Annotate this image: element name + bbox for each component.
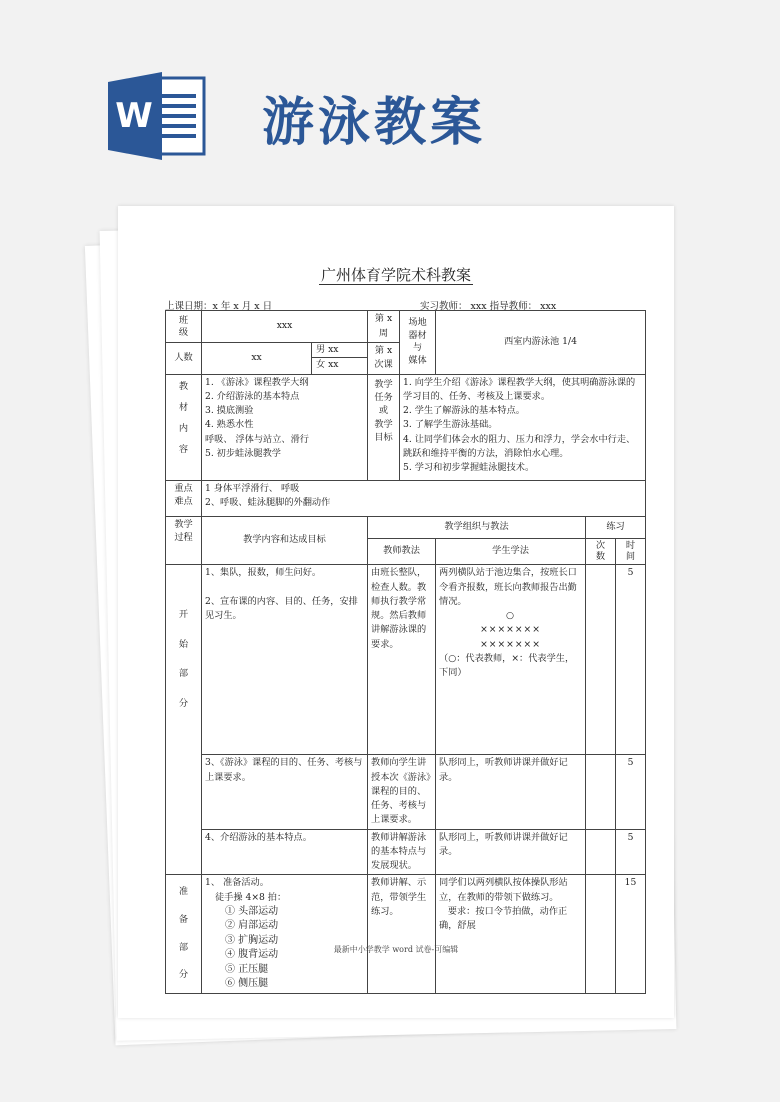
female-count: 女 xx (316, 359, 339, 371)
content-line (205, 581, 364, 595)
material-item: 2. 介绍游泳的基本特点 (205, 390, 300, 402)
date-line: 上课日期：x 年 x 月 x 日 (165, 301, 273, 312)
start-section-label (166, 565, 202, 875)
material-label (166, 374, 202, 480)
warmup-item: ① 头部运动 (225, 905, 279, 917)
goal-item: 1. 向学生介绍《游泳》课程教学大纲，使其明确游泳课的学习目的、任务、考核及上课要求。 (403, 376, 636, 402)
formation-teacher: ○ (506, 610, 516, 622)
goal-list (400, 374, 646, 480)
process-label (166, 516, 202, 565)
org-header: 教学组织与教法 (368, 516, 586, 538)
section-label-char: 备 (178, 914, 189, 926)
row-teacher: 教师向学生讲授本次《游泳》课程的目的、任务、考核与上课要求。 (368, 755, 436, 829)
section-label-char: 始 (178, 638, 189, 650)
content-header: 教学内容和达成目标 (202, 516, 368, 565)
page-title: 广州体育学院术科教案 (320, 266, 471, 284)
label-line: 目标 (374, 431, 393, 443)
student-line: 要求：按口令节拍做，动作正确，舒展 (439, 905, 568, 932)
label-line: 与 (412, 342, 423, 354)
label-line: 材 (178, 401, 189, 413)
row-time: 5 (616, 565, 646, 755)
row-times (586, 755, 616, 829)
document-page (118, 206, 674, 1018)
label-line: 教学 (374, 378, 393, 390)
label-line: 媒体 (408, 354, 427, 366)
warmup-item: ② 肩部运动 (225, 920, 279, 932)
row-content: 1、 准备活动。 徒手操 4×8 拍： ① 头部运动 ② 肩部运动 ③ 扩胸运动 ④ 腹背运动 ⑤ 正压腿 ⑥ 侧压腿 (202, 875, 368, 994)
label-line: 场地 (408, 317, 427, 329)
warmup-title: 徒手操 4×8 拍： (215, 891, 287, 903)
warmup-item: ④ 腹背运动 (225, 949, 279, 961)
goal-item: 5. 学习和初步掌握蛙泳腿技术。 (403, 462, 535, 473)
goal-label (368, 374, 400, 480)
warmup-item: ③ 扩胸运动 (225, 934, 279, 946)
material-item: 5. 初步蛙泳腿教学 (205, 447, 281, 459)
page-footer: 最新中小学教学 word 试卷-可编辑 (333, 945, 459, 954)
goal-item: 3. 了解学生游泳基础。 (403, 419, 498, 431)
key-item: 1 身体平浮滑行、 呼吸 (205, 482, 300, 494)
banner (0, 0, 780, 190)
label-line: 难点 (174, 495, 193, 507)
row-teacher: 教师讲解、示范，带领学生练习。 (368, 875, 436, 994)
label-line: 教学 (174, 518, 193, 530)
row-time: 15 (616, 875, 646, 994)
formation-row: ××××××× (480, 638, 541, 650)
row-student: 队形同上，听教师讲课并做好记录。 (436, 755, 586, 829)
section-label-char: 部 (178, 668, 189, 680)
row-times (586, 875, 616, 994)
practice-header: 练习 (586, 516, 646, 538)
key-item: 2、呼吸、蛙泳腿脚的外翻动作 (205, 496, 331, 508)
label-line: 次 (595, 539, 606, 551)
student-method-header: 学生学法 (436, 538, 586, 565)
section-label-char: 分 (178, 969, 189, 981)
material-item: 3. 摸底测验 (205, 405, 254, 416)
section-label-char: 部 (178, 941, 189, 953)
row-content: 4、介绍游泳的基本特点。 (202, 829, 368, 875)
row-student: 队形同上，听教师讲课并做好记录。 (436, 829, 586, 875)
label-line: 班 (178, 314, 189, 326)
material-item: 1. 《游泳》课程教学大纲 (205, 376, 309, 388)
venue-label (400, 311, 436, 375)
venue-value: 西室内游泳池 1/4 (436, 311, 646, 375)
section-label-char: 准 (178, 886, 189, 898)
label-line: 重点 (174, 482, 193, 494)
row-time: 5 (616, 755, 646, 829)
row-teacher: 教师讲解游泳的基本特点与发展现状。 (368, 829, 436, 875)
formation-row: ××××××× (480, 624, 541, 636)
content-line: 1、集队，报数，师生问好。 (205, 567, 322, 579)
class-value: xxx (202, 311, 368, 343)
teacher-line: 实习教师： xxx 指导教师： xxx (420, 301, 557, 312)
people-value: xx (202, 343, 312, 375)
word-icon (108, 72, 206, 160)
lesson-number: 第 x 次课 (368, 343, 400, 375)
label-line: 过程 (174, 531, 193, 543)
key-list (202, 480, 646, 516)
formation-note: （○：代表教师，×：代表学生，下同） (439, 652, 575, 679)
label-line: 教 (178, 380, 189, 392)
label-line: 数 (595, 551, 606, 563)
time-header (616, 538, 646, 565)
week: 第 x 周 (368, 311, 400, 343)
warmup-item: ⑥ 侧压腿 (225, 978, 269, 990)
warmup-item: ⑤ 正压腿 (225, 963, 269, 975)
label-line: 教学 (374, 418, 393, 430)
svg-text:W: W (115, 96, 153, 136)
row-content: 3、《游泳》课程的目的、任务、考核与上课要求。 (202, 755, 368, 829)
content-line: 2、宣布课的内容、目的、任务，安排见习生。 (205, 595, 358, 622)
label-line: 任务 (374, 391, 393, 403)
goal-item: 4. 让同学们体会水的阻力、压力和浮力，学会水中行走、跳跃和维持平衡的方法，消除怕水心理。 (403, 433, 636, 459)
row-times (586, 829, 616, 875)
row-teacher: 由班长整队，检查人数。教师执行教学常规。然后教师讲解游泳课的要求。 (368, 565, 436, 755)
row-times (586, 565, 616, 755)
teacher-method-header: 教师教法 (368, 538, 436, 565)
label-line: 容 (178, 443, 189, 455)
lesson-plan-table (165, 310, 646, 994)
key-label (166, 480, 202, 516)
prep-section-label (166, 875, 202, 994)
gender-cell (312, 343, 368, 375)
times-header (586, 538, 616, 565)
label-line: 时 (625, 539, 636, 551)
material-item: 呼吸、 浮体与站立、滑行 (205, 433, 309, 445)
student-line: 同学们以两列横队按体操队形站立，在教师的带领下做练习。 (439, 877, 568, 903)
label-line: 器材 (408, 329, 427, 341)
label-line: 或 (378, 405, 389, 417)
people-label: 人数 (166, 343, 202, 375)
row-time: 5 (616, 829, 646, 875)
label-line: 间 (625, 551, 636, 563)
row-content (202, 565, 368, 755)
material-item: 4. 熟悉水性 (205, 419, 254, 431)
banner-title: 游泳教案 (262, 93, 487, 153)
goal-item: 2. 学生了解游泳的基本特点。 (403, 405, 525, 416)
label-line: 级 (178, 326, 189, 338)
male-count: 男 xx (312, 343, 367, 358)
section-label-char: 分 (178, 697, 189, 709)
class-label (166, 311, 202, 343)
material-list (202, 374, 368, 480)
label-line: 内 (178, 422, 189, 434)
section-label-char: 开 (178, 609, 189, 621)
row-student (436, 875, 586, 994)
row-student: 两列横队站于池边集合，按班长口令看齐报数，班长向教师报告出勤情况。 ○ ××××××× ××××××× （○：代表教师，×：代表学生，下同） (436, 565, 586, 755)
